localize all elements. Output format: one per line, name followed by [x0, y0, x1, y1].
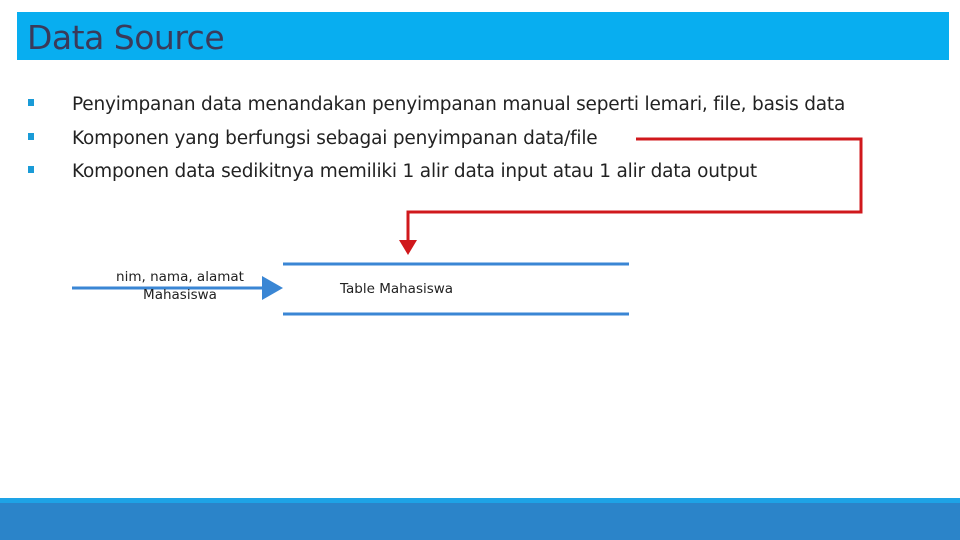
data-flow-label-line1: nim, nama, alamat: [116, 269, 244, 285]
bullet-text: Komponen data sedikitnya memiliki 1 alir data input atau 1 alir data output: [72, 161, 757, 182]
bullet-text: Komponen yang berfungsi sebagai penyimpanan data/file: [72, 127, 598, 149]
footer-bar: [0, 498, 960, 540]
data-store-label: Table Mahasiswa: [340, 281, 454, 297]
data-flow-label: [100, 268, 260, 304]
data-flow-label-line2: Mahasiswa: [143, 287, 217, 303]
callout-arrow: [408, 139, 861, 252]
footer-accent-line: [0, 498, 960, 503]
bullet-text: Penyimpanan data menandakan penyimpanan manual seperti lemari, file, basis data: [72, 94, 846, 115]
page-title: Data Source: [27, 18, 225, 57]
